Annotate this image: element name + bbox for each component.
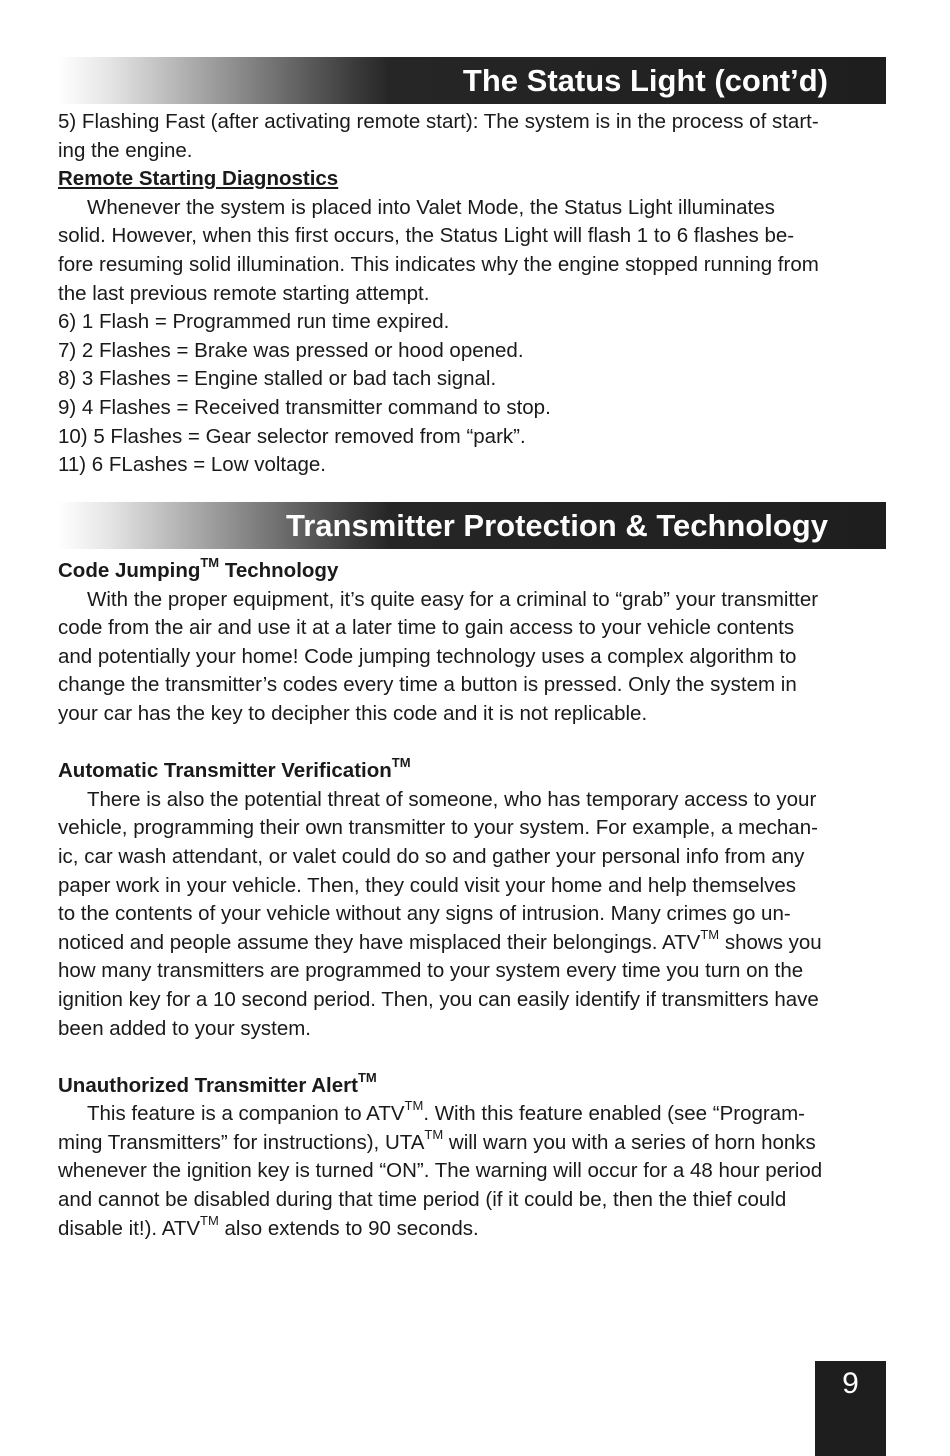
atv-line-text: noticed and people assume they have misplaced their belongings. ATV	[58, 930, 701, 954]
uta-line-text: . With this feature enabled (see “Program-	[423, 1102, 806, 1126]
code-jumping-line: code from the air and use it at a later time to gain access to your vehicle contents	[58, 616, 795, 640]
page-number: 9	[842, 1367, 859, 1400]
subheading-text: Technology	[219, 559, 339, 582]
page-number-tab	[815, 1361, 886, 1456]
uta-line: and cannot be disabled during that time period (if it could be, then the thief could	[58, 1188, 787, 1212]
item-5-line-2: ing the engine.	[58, 138, 193, 162]
section-banner-status-light	[58, 57, 886, 104]
flash-code-item: 7) 2 Flashes = Brake was pressed or hood opened.	[58, 338, 524, 362]
trademark-mark: TM	[357, 1069, 377, 1085]
atv-line	[58, 926, 888, 958]
subheading-remote-starting-diagnostics: Remote Starting Diagnostics	[58, 167, 339, 191]
flash-code-item: 11) 6 FLashes = Low voltage.	[58, 453, 326, 477]
paragraph-spacer	[58, 1043, 888, 1072]
atv-line: ic, car wash attendant, or valet could do so and gather your personal info from any	[58, 844, 805, 868]
trademark-mark: TM	[424, 1127, 444, 1143]
section-title: Transmitter Protection & Technology	[285, 508, 828, 543]
uta-line: whenever the ignition key is turned “ON”. The warning will occur for a 48 hour period	[58, 1159, 823, 1183]
atv-line: been added to your system.	[58, 1016, 311, 1040]
code-jumping-line: and potentially your home! Code jumping technology uses a complex algorithm to	[58, 644, 797, 668]
flash-code-item: 9) 4 Flashes = Received transmitter command to stop.	[58, 395, 551, 419]
flash-code-item: 10) 5 Flashes = Gear selector removed from “park”.	[58, 424, 526, 448]
paragraph-spacer	[58, 729, 888, 758]
uta-line-text: will warn you with a series of horn honks	[443, 1130, 816, 1154]
uta-line-text: ming Transmitters” for instructions), UTA	[58, 1130, 425, 1154]
flash-code-item: 8) 3 Flashes = Engine stalled or bad tach signal.	[58, 367, 497, 391]
trademark-mark: TM	[200, 1212, 219, 1228]
atv-line-text: shows you	[719, 930, 822, 954]
subheading-text: Code Jumping	[58, 559, 201, 582]
transmitter-protection-body	[58, 557, 888, 1243]
trademark-mark: TM	[404, 1098, 424, 1114]
uta-line-text: also extends to 90 seconds.	[218, 1216, 479, 1240]
subheading-uta	[58, 1069, 888, 1101]
atv-line: vehicle, programming their own transmitter to your system. For example, a mechan-	[58, 816, 818, 840]
diagnostics-line-1: Whenever the system is placed into Valet Mode, the Status Light illuminates	[87, 195, 775, 219]
trademark-mark: TM	[391, 755, 411, 771]
atv-line: how many transmitters are programmed to your system every time you turn on the	[58, 959, 804, 983]
diagnostics-line-4: the last previous remote starting attempt.	[58, 281, 430, 305]
flash-code-item: 6) 1 Flash = Programmed run time expired.	[58, 310, 450, 334]
subheading-code-jumping	[58, 557, 888, 586]
item-5-line-1: 5) Flashing Fast (after activating remote start): The system is in the process of start-	[58, 110, 819, 133]
uta-line	[58, 1212, 888, 1244]
uta-line-text: This feature is a companion to ATV	[87, 1102, 405, 1126]
section-banner-transmitter-protection	[58, 502, 886, 549]
uta-line-text: disable it!). ATV	[58, 1216, 201, 1240]
uta-line	[58, 1129, 888, 1158]
subheading-text: Automatic Transmitter Verification	[58, 759, 392, 783]
section-title: The Status Light (cont’d)	[462, 63, 828, 98]
trademark-mark: TM	[200, 555, 220, 571]
atv-line: paper work in your vehicle. Then, they could visit your home and help themselves	[58, 873, 797, 897]
code-jumping-line: your car has the key to decipher this code and it is not replicable.	[58, 701, 648, 725]
trademark-mark: TM	[700, 926, 720, 942]
diagnostics-line-2: solid. However, when this first occurs, the Status Light will flash 1 to 6 flashes be-	[58, 224, 795, 248]
code-jumping-line: change the transmitter’s codes every time a button is pressed. Only the system in	[58, 673, 797, 697]
atv-line: to the contents of your vehicle without any signs of intrusion. Many crimes go un-	[58, 902, 791, 926]
code-jumping-line: With the proper equipment, it’s quite easy for a criminal to “grab” your transmitter	[87, 587, 819, 611]
diagnostics-line-3: fore resuming solid illumination. This indicates why the engine stopped running from	[58, 252, 819, 276]
atv-line: There is also the potential threat of someone, who has temporary access to your	[87, 787, 817, 811]
subheading-text: Unauthorized Transmitter Alert	[58, 1073, 358, 1097]
atv-line: ignition key for a 10 second period. Then, you can easily identify if transmitters have	[58, 987, 819, 1011]
status-light-body	[58, 108, 888, 480]
uta-line	[58, 1100, 888, 1129]
subheading-atv	[58, 757, 888, 786]
